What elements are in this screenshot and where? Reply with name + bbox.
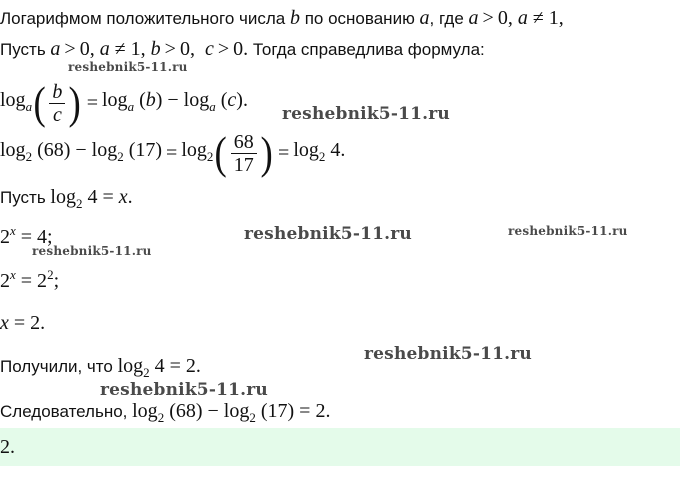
- got-prefix: Получили, что: [0, 357, 118, 376]
- watermark: reshebnik5-11.ru: [100, 380, 268, 400]
- intro-line: [0, 7, 564, 30]
- eq-x-2: x = 2.: [0, 312, 46, 334]
- given-suffix: Тогда справедлива формула:: [248, 40, 485, 59]
- therefore-line: [0, 400, 330, 429]
- watermark: reshebnik5-11.ru: [364, 344, 532, 364]
- watermark: reshebnik5-11.ru: [68, 60, 188, 74]
- math-b: b: [289, 7, 300, 29]
- math-got: $\log_2 4 = 2$.: [117, 355, 201, 380]
- watermark: reshebnik5-11.ru: [244, 224, 412, 244]
- quotient-formula: $\log_a$ ( $\frac{b}{c}$ ) = $\log_a (b) - \log_a (c)$.: [0, 77, 248, 128]
- math-a-condition: a > 0, a ≠ 1,: [468, 7, 564, 29]
- watermark: reshebnik5-11.ru: [32, 244, 152, 258]
- intro-text-1: Логарифмом положительного числа: [0, 9, 290, 28]
- let-line: [0, 186, 133, 215]
- math-therefore: $\log_2 (68) - \log_2 (17) = 2$.: [132, 400, 331, 425]
- eq-2x-2squared: $2^x = 2^2$;: [0, 267, 60, 292]
- answer-value: 2.: [0, 436, 15, 458]
- fraction-b-over-c: $\frac{b}{c}$: [49, 81, 65, 126]
- given-prefix: Пусть: [0, 40, 51, 59]
- math-let: $\log_2 4 = x$.: [50, 186, 133, 211]
- answer-highlight: [0, 428, 680, 466]
- eq-2x-4: $2^x = 4$;: [0, 223, 53, 248]
- intro-text-2: по основанию: [299, 9, 420, 28]
- let-prefix: Пусть: [0, 188, 51, 207]
- therefore-prefix: Следовательно,: [0, 402, 133, 421]
- fraction-68-over-17: $\frac{68}{17}$: [231, 131, 257, 176]
- intro-text-3: , где: [429, 9, 469, 28]
- watermark: reshebnik5-11.ru: [282, 104, 450, 124]
- math-a: a: [419, 7, 430, 29]
- watermark: reshebnik5-11.ru: [508, 224, 628, 238]
- math-given-conditions: a > 0, a ≠ 1, b > 0, c > 0.: [50, 38, 249, 60]
- numeric-step: $\log_2 (68) - \log_2 (17)$ = $\log_2$ ( $\frac{68}{17}$ ) = $\log_2 4$.: [0, 127, 346, 178]
- given-line: [0, 38, 485, 61]
